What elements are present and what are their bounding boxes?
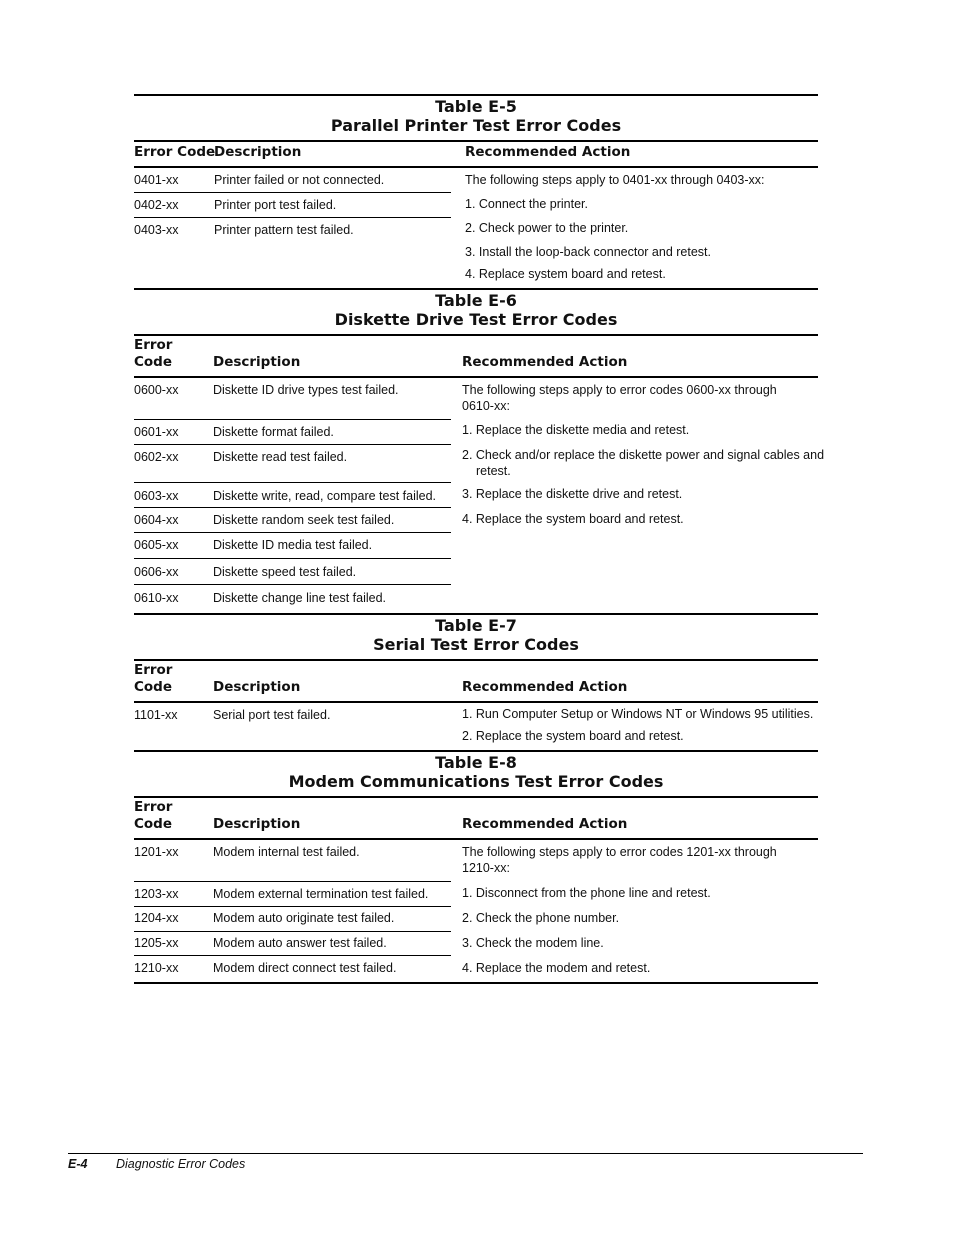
error-description: Modem direct connect test failed. (213, 961, 397, 975)
row-divider (134, 192, 451, 193)
header-description: Description (213, 354, 301, 370)
action-step: 1. Disconnect from the phone line and retest. (462, 886, 711, 900)
table-body (134, 840, 818, 981)
header-description: Description (213, 679, 301, 695)
error-code: 0401-xx (134, 173, 179, 187)
row-divider (134, 906, 451, 907)
header-recommended-action: Recommended Action (462, 354, 628, 370)
table-caption (134, 288, 818, 329)
row-divider (134, 881, 451, 882)
error-code: 0610-xx (134, 591, 179, 605)
document-title: Diagnostic Error Codes (116, 1157, 246, 1171)
header-recommended-action: Recommended Action (465, 144, 631, 160)
header-error-code: Error Code (134, 144, 216, 160)
action-step: 1. Replace the diskette media and retest. (462, 423, 690, 437)
table-number: Table E-6 (435, 291, 517, 310)
header-description: Description (214, 144, 302, 160)
error-description: Printer failed or not connected. (214, 173, 385, 187)
table-e7 (134, 613, 818, 749)
table-title: Parallel Printer Test Error Codes (330, 116, 622, 135)
error-description: Diskette write, read, compare test failed. (213, 489, 437, 503)
error-code: 0603-xx (134, 489, 179, 503)
header-error-code (134, 337, 172, 371)
error-code: 0604-xx (134, 513, 179, 527)
table-e5 (134, 94, 818, 288)
error-code: 0601-xx (134, 425, 179, 439)
error-code: 1201-xx (134, 845, 179, 859)
table-number: Table E-7 (435, 616, 517, 635)
row-divider (134, 217, 451, 218)
error-code: 1203-xx (134, 887, 179, 901)
error-description: Diskette ID media test failed. (213, 538, 373, 552)
table-title: Serial Test Error Codes (373, 635, 579, 654)
action-intro: The following steps apply to 0401-xx through 0403-xx: (465, 173, 765, 187)
table-title: Diskette Drive Test Error Codes (334, 310, 618, 329)
row-divider (134, 444, 451, 445)
error-code: 0605-xx (134, 538, 179, 552)
row-divider (134, 532, 451, 533)
action-step: 3. Replace the diskette drive and retest. (462, 487, 683, 501)
row-divider (134, 955, 451, 956)
header-description: Description (213, 816, 301, 832)
error-code: 1204-xx (134, 911, 179, 925)
error-code: 1101-xx (134, 708, 178, 722)
table-caption (134, 613, 818, 654)
action-step: 1. Run Computer Setup or Windows NT or Windows 95 utilities. (462, 707, 814, 721)
error-code: 0600-xx (134, 383, 179, 397)
table-caption (134, 94, 818, 135)
header-code-line: Code (134, 679, 173, 695)
action-step: 3. Check the modem line. (462, 936, 604, 950)
table-header (134, 796, 818, 840)
action-step: 2. Replace the system board and retest. (462, 729, 684, 743)
error-description: Diskette ID drive types test failed. (213, 383, 399, 397)
row-divider (134, 558, 451, 559)
row-divider (134, 419, 451, 420)
action-step: 3. Install the loop-back connector and retest. (465, 245, 711, 259)
error-description: Diskette random seek test failed. (213, 513, 395, 527)
table-caption (134, 750, 818, 791)
table-body (134, 168, 818, 288)
error-code: 0403-xx (134, 223, 179, 237)
header-error-code (134, 662, 172, 696)
error-code: 0606-xx (134, 565, 179, 579)
action-step: 4. Replace the modem and retest. (462, 961, 651, 975)
table-bottom-rule (134, 982, 818, 984)
table-e8 (134, 750, 818, 981)
error-description: Printer port test failed. (214, 198, 337, 212)
table-body (134, 703, 818, 749)
row-divider (134, 482, 451, 483)
error-description: Modem internal test failed. (213, 845, 360, 859)
table-number: Table E-5 (435, 97, 517, 116)
header-error-code (134, 799, 172, 833)
action-step: 4. Replace system board and retest. (465, 267, 666, 281)
header-error-line: Error (134, 799, 173, 815)
table-header (134, 659, 818, 703)
error-code: 1210-xx (134, 961, 179, 975)
header-recommended-action: Recommended Action (462, 816, 628, 832)
table-header (134, 334, 818, 378)
table-number: Table E-8 (435, 753, 517, 772)
error-description: Serial port test failed. (213, 708, 331, 722)
table-e6 (134, 288, 825, 610)
action-intro: The following steps apply to error codes 1201-xx through 1210-xx: (462, 845, 777, 875)
footer-rule (68, 1153, 863, 1154)
error-description: Diskette format failed. (213, 425, 334, 439)
header-code-line: Code (134, 816, 173, 832)
action-step: 2. Check and/or replace the diskette power and signal cables and retest. (462, 448, 825, 478)
error-description: Diskette speed test failed. (213, 565, 357, 579)
error-description: Modem auto originate test failed. (213, 911, 395, 925)
error-code: 0602-xx (134, 450, 179, 464)
action-intro: The following steps apply to error codes 0600-xx through 0610-xx: (462, 383, 777, 413)
table-body (134, 378, 825, 610)
error-description: Modem external termination test failed. (213, 887, 429, 901)
action-step: 1. Connect the printer. (465, 197, 588, 211)
row-divider (134, 584, 451, 585)
header-code-line: Code (134, 354, 173, 370)
row-divider (134, 507, 451, 508)
error-description: Printer pattern test failed. (214, 223, 354, 237)
action-step: 4. Replace the system board and retest. (462, 512, 684, 526)
header-recommended-action: Recommended Action (462, 679, 628, 695)
table-header (134, 140, 818, 168)
table-title: Modem Communications Test Error Codes (288, 772, 664, 791)
header-error-line: Error (134, 337, 173, 353)
error-code: 1205-xx (134, 936, 179, 950)
error-code: 0402-xx (134, 198, 179, 212)
error-description: Diskette change line test failed. (213, 591, 387, 605)
header-error-line: Error (134, 662, 173, 678)
row-divider (134, 931, 451, 932)
error-description: Modem auto answer test failed. (213, 936, 387, 950)
action-step: 2. Check power to the printer. (465, 221, 629, 235)
page-number: E-4 (68, 1157, 88, 1171)
error-description: Diskette read test failed. (213, 450, 348, 464)
action-step: 2. Check the phone number. (462, 911, 620, 925)
